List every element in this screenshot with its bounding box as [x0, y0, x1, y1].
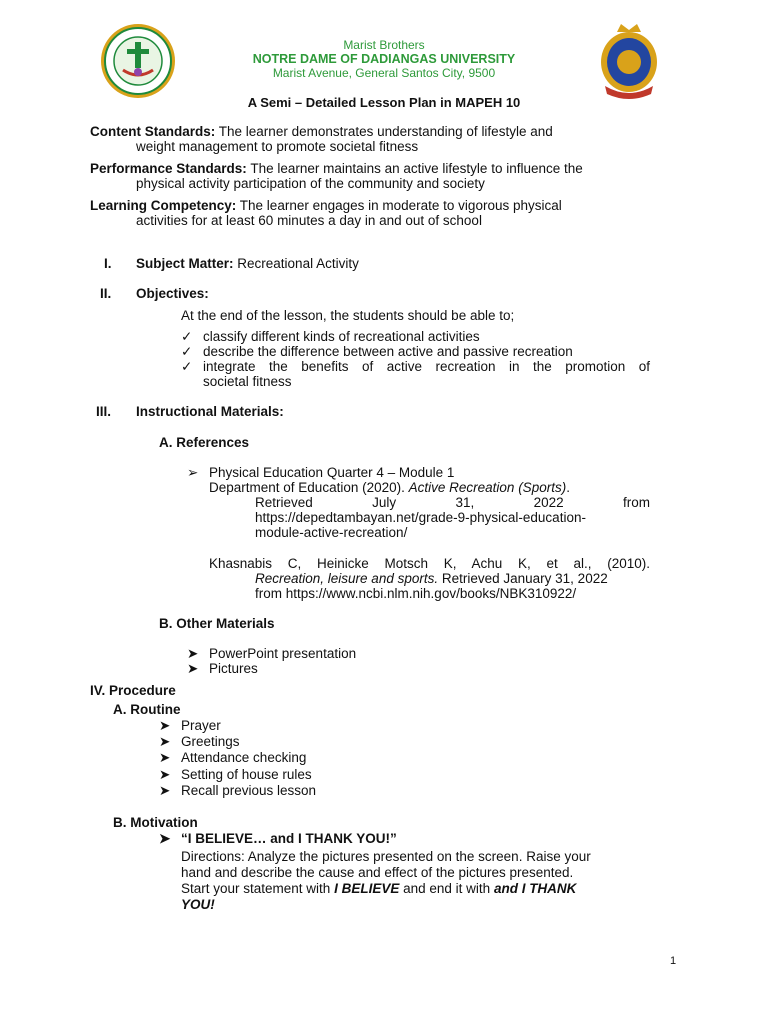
objective-item-continued: societal fitness — [203, 374, 292, 389]
performance-standards — [90, 161, 650, 177]
objectives-intro: At the end of the lesson, the students should be able to; — [181, 308, 515, 323]
routine-item: ➤ Greetings — [159, 734, 240, 749]
reference-1-url-2: module-active-recreation/ — [255, 525, 408, 540]
page-number: 1 — [670, 955, 677, 967]
objective-item: ✓ describe the difference between active and passive recreation — [181, 344, 573, 359]
subject-matter-label: Subject Matter: — [136, 256, 234, 271]
performance-standards-label: Performance Standards: — [90, 161, 247, 176]
motivation-activity-title: ➤ “I BELIEVE… and I THANK YOU!” — [159, 831, 397, 846]
learning-competency — [90, 198, 650, 214]
reference-2-line-3: from https://www.ncbi.nlm.nih.gov/books/NBK310922/ — [255, 586, 577, 601]
arrow-bullet-icon: ➤ — [159, 767, 171, 782]
content-standards — [90, 124, 650, 140]
directions-line-3: Start your statement with I BELIEVE and end it with and I THANK — [181, 881, 577, 896]
reference-2-line-1: Khasnabis C, Heinicke Motsch K, Achu K, et al., (2010). — [209, 556, 650, 571]
content-standards-text: The learner demonstrates understanding of lifestyle and — [218, 124, 553, 139]
routine-item: ➤ Setting of house rules — [159, 767, 312, 782]
arrow-bullet-icon: ➤ — [187, 661, 199, 676]
header-university: NOTRE DAME OF DADIANGAS UNIVERSITY — [252, 52, 516, 66]
directions-line-1: Directions: Analyze the pictures presented on the screen. Raise your — [181, 849, 591, 864]
learning-competency-text: The learner engages in moderate to vigorous physical — [239, 198, 562, 213]
routine-item: ➤ Attendance checking — [159, 750, 307, 765]
arrow-bullet-icon: ➤ — [159, 831, 171, 846]
check-icon: ✓ — [181, 359, 193, 374]
learning-competency-text-2: activities for at least 60 minutes a day in and out of school — [136, 213, 482, 228]
directions-line-2: hand and describe the cause and effect of the pictures presented. — [181, 865, 574, 880]
objective-item: ✓ classify different kinds of recreational activities — [181, 329, 480, 344]
content-standards-text-2: weight management to promote societal fitness — [136, 139, 419, 154]
reference-1-line-1: Department of Education (2020). Active Recreation (Sports). — [209, 480, 570, 495]
reference-1-url-1: https://depedtambayan.net/grade-9-physical-education- — [255, 510, 586, 525]
procedure-heading: IV. Procedure — [90, 683, 176, 698]
references-heading: A. References — [159, 435, 250, 450]
arrow-bullet-icon: ➤ — [159, 750, 171, 765]
header-address: Marist Avenue, General Santos City, 9500 — [272, 66, 496, 80]
section-1-number: I. — [104, 256, 112, 271]
other-materials-heading: B. Other Materials — [159, 616, 275, 631]
section-3-number: III. — [96, 404, 112, 419]
instructional-materials-heading: Instructional Materials: — [136, 404, 284, 419]
routine-heading: A. Routine — [113, 702, 181, 717]
reference-1-line-2: Retrieved July 31, 2022 from — [255, 495, 650, 510]
directions-line-4: YOU! — [181, 897, 215, 912]
document-title: A Semi – Detailed Lesson Plan in MAPEH 10 — [247, 95, 521, 110]
header-org: Marist Brothers — [343, 38, 425, 52]
other-material-item: ➤ PowerPoint presentation — [187, 646, 357, 661]
arrow-bullet-icon: ➤ — [159, 718, 171, 733]
other-material-item: ➤ Pictures — [187, 661, 258, 676]
check-icon: ✓ — [181, 344, 193, 359]
section-2-number: II. — [100, 286, 112, 301]
routine-item: ➤ Prayer — [159, 718, 221, 733]
arrow-bullet-icon: ➤ — [159, 734, 171, 749]
subject-matter — [136, 256, 359, 272]
routine-item: ➤ Recall previous lesson — [159, 783, 317, 798]
check-icon: ✓ — [181, 329, 193, 344]
arrow-bullet-icon: ➢ — [187, 465, 199, 480]
reference-2-line-2: Recreation, leisure and sports. Retrieved January 31, 2022 — [255, 571, 608, 586]
objectives-heading: Objectives: — [136, 286, 209, 301]
motivation-heading: B. Motivation — [113, 815, 198, 830]
arrow-bullet-icon: ➤ — [187, 646, 199, 661]
reference-module: ➢ Physical Education Quarter 4 – Module 1 — [187, 465, 455, 480]
content-standards-label: Content Standards: — [90, 124, 216, 139]
performance-standards-text-2: physical activity participation of the community and society — [136, 176, 485, 191]
performance-standards-text: The learner maintains an active lifestyle to influence the — [250, 161, 583, 176]
objective-item: ✓ integrate the benefits of active recreation in the promotion of — [181, 359, 650, 374]
arrow-bullet-icon: ➤ — [159, 783, 171, 798]
learning-competency-label: Learning Competency: — [90, 198, 237, 213]
subject-matter-value: Recreational Activity — [237, 256, 359, 271]
